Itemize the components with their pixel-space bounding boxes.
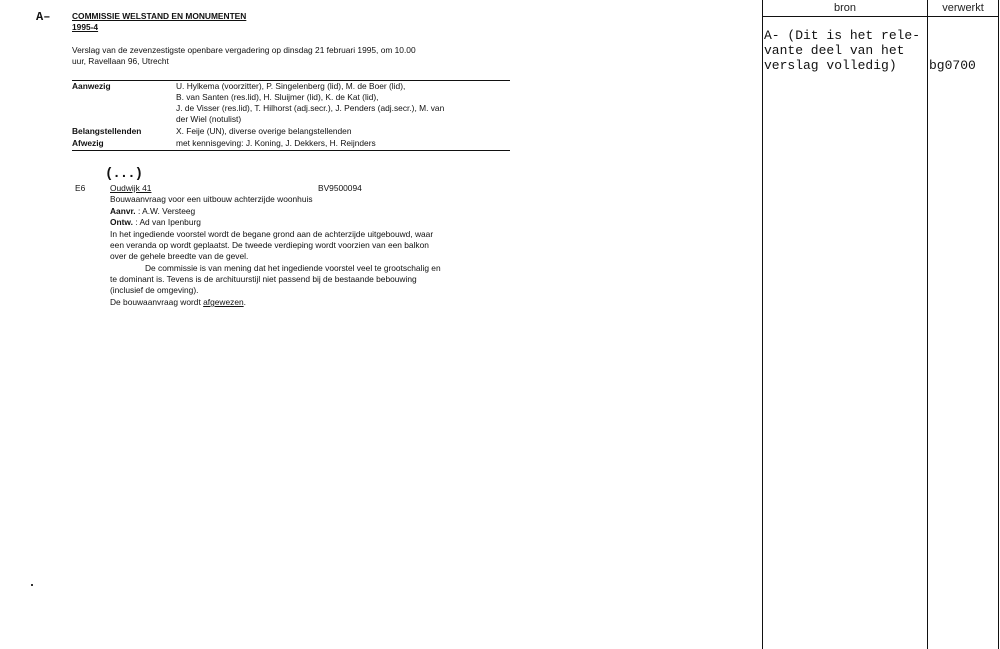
aanvrager-label: Aanvr.	[110, 206, 136, 216]
bron-header: bron	[833, 2, 857, 14]
aanwezig-line: U. Hylkema (voorzitter), P. Singelenberg (lid), M. de Boer (lid),	[176, 81, 406, 91]
label-aanwezig: Aanwezig	[72, 81, 111, 91]
ontwerper-label: Ontw.	[110, 217, 133, 227]
verwerkt-code: bg0700	[929, 58, 976, 73]
item-case-number: BV9500094	[318, 183, 362, 193]
aanvrager-value: : A.W. Versteeg	[137, 206, 196, 216]
ontwerper-value: : Ad van Ipenburg	[135, 217, 201, 227]
conclusion-verdict: afgewezen	[203, 297, 244, 307]
item-subject: Bouwaanvraag voor een uitbouw achterzijde woonhuis	[110, 194, 313, 204]
afwezig-line: met kennisgeving: J. Koning, J. Dekkers, H. Reijnders	[176, 138, 376, 148]
belangstellenden-line: X. Feije (UN), diverse overige belangstellenden	[176, 126, 352, 136]
omission-mark: (...)	[105, 166, 143, 182]
item-code: E6	[75, 183, 86, 193]
scan-speck	[31, 584, 33, 586]
aanwezig-line: B. van Santen (res.lid), H. Sluijmer (lid), K. de Kat (lid),	[176, 92, 379, 102]
column-divider-middle	[927, 0, 928, 649]
body-line: (inclusief de omgeving).	[110, 285, 199, 295]
body-line: over de gehele breedte van de gevel.	[110, 251, 249, 261]
body-line: te dominant is. Tevens is de archituurstijl niet passend bij de bestaande bebouwing	[110, 274, 417, 284]
label-belangstellenden: Belangstellenden	[72, 126, 142, 136]
conclusion	[110, 297, 246, 308]
ontwerper-row	[110, 217, 201, 228]
intro-line-2: uur, Ravellaan 96, Utrecht	[72, 56, 169, 66]
intro-line-1: Verslag van de zevenzestigste openbare vergadering op dinsdag 21 februari 1995, om 10.00	[72, 45, 416, 55]
aanvrager-row	[110, 206, 195, 217]
verwerkt-header: verwerkt	[942, 2, 984, 14]
body-line: In het ingediende voorstel wordt de begane grond aan de achterzijde uitgebouwd, waar	[110, 229, 434, 239]
aanwezig-line: der Wiel (notulist)	[176, 114, 242, 124]
column-divider-left	[762, 0, 763, 649]
bron-note: A- (Dit is het rele- vante deel van het verslag volledig)	[764, 28, 921, 73]
conclusion-prefix: De bouwaanvraag wordt	[110, 297, 204, 307]
section-marker: A–	[36, 10, 51, 24]
table-bottom-rule	[72, 150, 510, 151]
item-address: Oudwijk 41	[110, 183, 152, 193]
label-afwezig: Afwezig	[72, 138, 104, 148]
body-line: een veranda op wordt geplaatst. De tweede verdieping wordt voorzien van een balkon	[110, 240, 429, 250]
column-divider-right	[998, 0, 999, 649]
conclusion-suffix: .	[243, 297, 246, 307]
column-header-rule	[762, 16, 999, 17]
meeting-number: 1995-4	[72, 22, 99, 32]
committee-title: COMMISSIE WELSTAND EN MONUMENTEN	[72, 11, 247, 21]
aanwezig-line: J. de Visser (res.lid), T. Hilhorst (adj.secr.), J. Penders (adj.secr.), M. van	[176, 103, 445, 113]
body-line: De commissie is van mening dat het ingediende voorstel veel te grootschalig en	[145, 263, 441, 273]
